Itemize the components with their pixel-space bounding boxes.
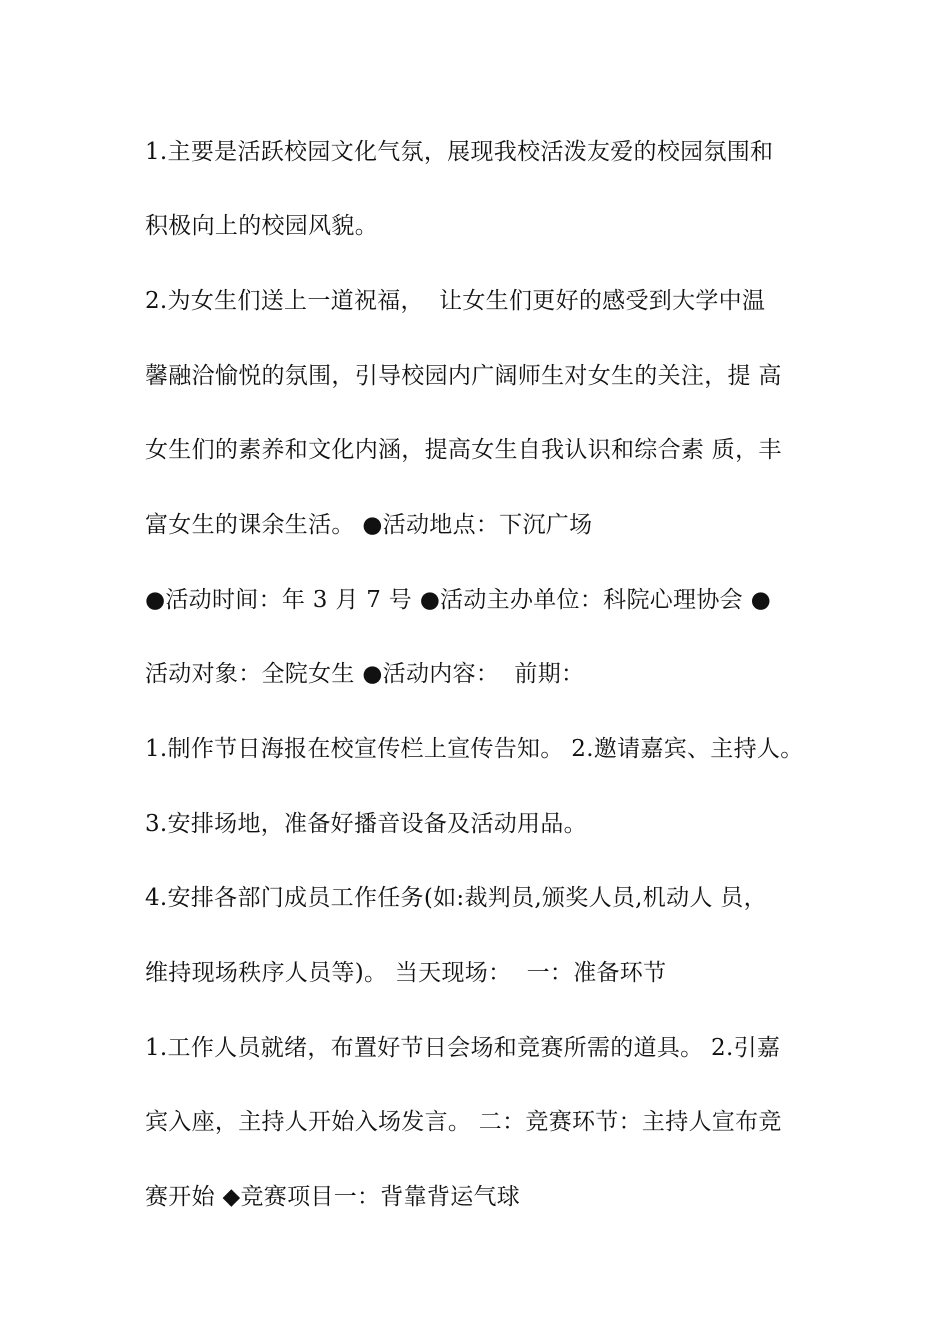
text-line: 活动对象：全院女生 ●活动内容： 前期： [145,661,585,687]
text-line: 1.主要是活跃校园文化气氛，展现我校活泼友爱的校园氛围和 [145,139,774,165]
text-line: 3.安排场地，准备好播音设备及活动用品。 [145,811,587,837]
text-line: 1.制作节日海报在校宣传栏上宣传告知。 2.邀请嘉宾、主持人。 [145,736,804,762]
text-line: 赛开始 ◆竞赛项目一：背靠背运气球 [145,1184,521,1210]
text-line: 积极向上的校园风貌。 [145,213,378,239]
text-line: 2.为女生们送上一道祝福， 让女生们更好的感受到大学中温 [145,288,766,314]
text-line: 女生们的素养和文化内涵，提高女生自我认识和综合素 质，丰 [145,437,782,463]
text-line: 馨融洽愉悦的氛围，引导校园内广阔师生对女生的关注，提 高 [145,363,782,389]
text-line: ●活动时间：年 3 月 7 号 ●活动主办单位：科院心理协会 ● [145,587,771,613]
text-line: 1.工作人员就绪，布置好节日会场和竞赛所需的道具。 2.引嘉 [145,1035,781,1061]
text-line: 维持现场秩序人员等)。 当天现场： 一：准备环节 [145,960,667,986]
text-line: 4.安排各部门成员工作任务(如:裁判员,颁奖人员,机动人 员， [145,885,767,911]
text-line: 富女生的课余生活。 ●活动地点：下沉广场 [145,512,593,538]
text-line: 宾入座，主持人开始入场发言。 二：竞赛环节：主持人宣布竞 [145,1109,782,1135]
